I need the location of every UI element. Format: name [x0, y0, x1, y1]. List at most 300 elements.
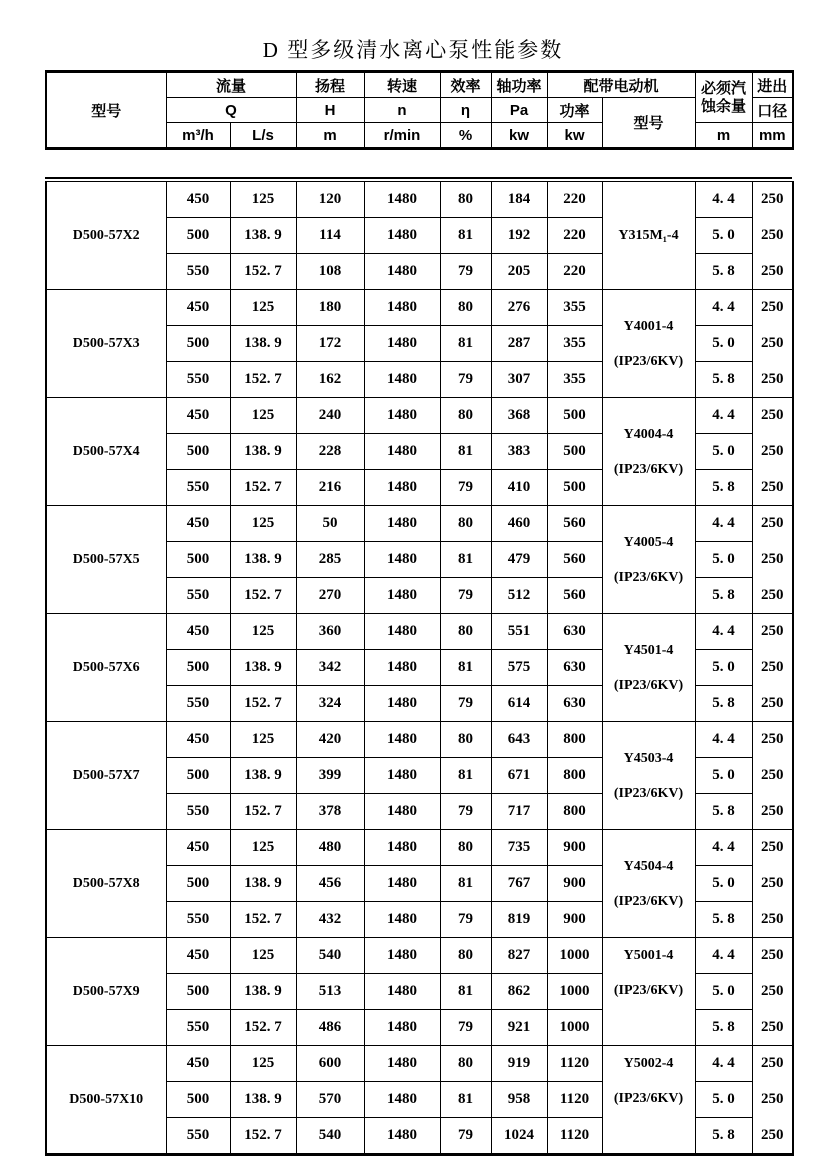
flow-ls-cell: 125 — [230, 614, 296, 650]
head-cell: 50 — [296, 506, 364, 542]
motor-model-line: (IP23/6KV) — [613, 353, 684, 369]
motor-model-line: (IP23/6KV) — [613, 785, 684, 801]
motor-power-cell: 1000 — [547, 1010, 602, 1046]
table-row — [46, 398, 793, 434]
shaft-power-cell: 551 — [491, 614, 547, 650]
efficiency-cell: 80 — [440, 614, 491, 650]
motor-power-cell: 800 — [547, 722, 602, 758]
motor-power-cell: 220 — [547, 182, 602, 218]
port-cell: 250 — [752, 686, 793, 722]
flow-ls-cell: 138. 9 — [230, 866, 296, 902]
npsh-cell: 5. 0 — [695, 1082, 752, 1118]
flow-m3h-cell: 550 — [166, 578, 230, 614]
port-cell: 250 — [752, 434, 793, 470]
efficiency-cell: 79 — [440, 1118, 491, 1155]
efficiency-cell: 80 — [440, 830, 491, 866]
head-cell: 216 — [296, 470, 364, 506]
port-cell: 250 — [752, 614, 793, 650]
motor-power-cell: 1120 — [547, 1082, 602, 1118]
motor-model-cell — [602, 398, 695, 506]
shaft-power-cell: 307 — [491, 362, 547, 398]
header-shaft-power-unit: kw — [491, 123, 547, 149]
head-cell: 162 — [296, 362, 364, 398]
header-motor: 配带电动机 — [547, 72, 695, 98]
motor-power-cell: 560 — [547, 542, 602, 578]
flow-m3h-cell: 500 — [166, 650, 230, 686]
speed-cell: 1480 — [364, 938, 440, 974]
page-title: D 型多级清水离心泵性能参数 — [262, 38, 564, 62]
head-cell: 108 — [296, 254, 364, 290]
speed-cell: 1480 — [364, 470, 440, 506]
efficiency-cell: 80 — [440, 722, 491, 758]
speed-cell: 1480 — [364, 830, 440, 866]
shaft-power-cell: 827 — [491, 938, 547, 974]
flow-ls-cell: 125 — [230, 506, 296, 542]
flow-ls-cell: 125 — [230, 722, 296, 758]
table-row — [46, 290, 793, 326]
port-cell: 250 — [752, 1010, 793, 1046]
shaft-power-cell: 1024 — [491, 1118, 547, 1155]
npsh-cell: 5. 8 — [695, 470, 752, 506]
flow-m3h-cell: 550 — [166, 362, 230, 398]
motor-model-line: (IP23/6KV) — [613, 569, 684, 585]
efficiency-cell: 80 — [440, 1046, 491, 1082]
port-cell: 250 — [752, 254, 793, 290]
flow-ls-cell: 138. 9 — [230, 1082, 296, 1118]
speed-cell: 1480 — [364, 182, 440, 218]
speed-cell: 1480 — [364, 1082, 440, 1118]
header-flow: 流量 — [166, 72, 296, 98]
flow-ls-cell: 138. 9 — [230, 434, 296, 470]
port-cell: 250 — [752, 722, 793, 758]
motor-model-cell — [602, 614, 695, 722]
motor-power-cell: 1000 — [547, 974, 602, 1010]
flow-ls-cell: 138. 9 — [230, 974, 296, 1010]
port-cell: 250 — [752, 902, 793, 938]
speed-cell: 1480 — [364, 614, 440, 650]
efficiency-cell: 79 — [440, 686, 491, 722]
npsh-cell: 5. 8 — [695, 686, 752, 722]
shaft-power-cell: 575 — [491, 650, 547, 686]
header-model: 型号 — [46, 72, 166, 149]
shaft-power-cell: 383 — [491, 434, 547, 470]
efficiency-cell: 81 — [440, 758, 491, 794]
efficiency-cell: 79 — [440, 362, 491, 398]
port-cell: 250 — [752, 866, 793, 902]
npsh-cell: 5. 8 — [695, 254, 752, 290]
flow-m3h-cell: 550 — [166, 1010, 230, 1046]
motor-power-cell: 500 — [547, 398, 602, 434]
shaft-power-cell: 921 — [491, 1010, 547, 1046]
motor-power-cell: 900 — [547, 902, 602, 938]
efficiency-cell: 79 — [440, 1010, 491, 1046]
speed-cell: 1480 — [364, 974, 440, 1010]
npsh-cell: 5. 0 — [695, 650, 752, 686]
port-cell: 250 — [752, 1046, 793, 1082]
npsh-cell: 5. 8 — [695, 578, 752, 614]
shaft-power-cell: 368 — [491, 398, 547, 434]
flow-m3h-cell: 450 — [166, 398, 230, 434]
motor-power-cell: 630 — [547, 686, 602, 722]
flow-ls-cell: 125 — [230, 1046, 296, 1082]
head-cell: 570 — [296, 1082, 364, 1118]
model-cell: D500-57X10 — [46, 1046, 166, 1155]
flow-m3h-cell: 550 — [166, 686, 230, 722]
header-efficiency: 效率 — [440, 72, 491, 98]
flow-m3h-cell: 500 — [166, 542, 230, 578]
npsh-cell: 5. 8 — [695, 362, 752, 398]
port-cell: 250 — [752, 578, 793, 614]
flow-m3h-cell: 500 — [166, 218, 230, 254]
flow-m3h-cell: 500 — [166, 434, 230, 470]
header-port-line1: 进出 — [752, 72, 793, 98]
shaft-power-cell: 862 — [491, 974, 547, 1010]
flow-m3h-cell: 450 — [166, 938, 230, 974]
head-cell: 600 — [296, 1046, 364, 1082]
flow-ls-cell: 152. 7 — [230, 902, 296, 938]
speed-cell: 1480 — [364, 866, 440, 902]
efficiency-cell: 81 — [440, 218, 491, 254]
motor-model-line: Y4004-4 — [623, 426, 674, 442]
header-port-unit: mm — [752, 123, 793, 149]
motor-model-line: Y4005-4 — [623, 534, 674, 550]
flow-ls-cell: 152. 7 — [230, 254, 296, 290]
flow-ls-cell: 152. 7 — [230, 470, 296, 506]
efficiency-cell: 80 — [440, 938, 491, 974]
header-motor-power: 功率 — [547, 98, 602, 123]
flow-m3h-cell: 450 — [166, 614, 230, 650]
head-cell: 456 — [296, 866, 364, 902]
motor-power-cell: 800 — [547, 794, 602, 830]
motor-model-line: Y5002-4 — [623, 1056, 674, 1071]
efficiency-cell: 80 — [440, 290, 491, 326]
motor-power-cell: 355 — [547, 362, 602, 398]
speed-cell: 1480 — [364, 686, 440, 722]
flow-m3h-cell: 550 — [166, 254, 230, 290]
header-shaft-power: 轴功率 — [491, 72, 547, 98]
efficiency-cell: 79 — [440, 794, 491, 830]
shaft-power-cell: 919 — [491, 1046, 547, 1082]
speed-cell: 1480 — [364, 650, 440, 686]
header-npsh — [695, 72, 752, 123]
npsh-cell: 4. 4 — [695, 830, 752, 866]
motor-power-cell: 900 — [547, 830, 602, 866]
model-cell: D500-57X7 — [46, 722, 166, 830]
npsh-cell: 5. 8 — [695, 902, 752, 938]
motor-power-cell: 800 — [547, 758, 602, 794]
flow-ls-cell: 138. 9 — [230, 758, 296, 794]
shaft-power-cell: 671 — [491, 758, 547, 794]
speed-cell: 1480 — [364, 506, 440, 542]
motor-model-line: (IP23/6KV) — [613, 983, 684, 998]
npsh-cell: 5. 8 — [695, 1010, 752, 1046]
motor-model-cell — [602, 290, 695, 398]
npsh-cell: 5. 8 — [695, 794, 752, 830]
port-cell: 250 — [752, 470, 793, 506]
shaft-power-cell: 287 — [491, 326, 547, 362]
motor-model-line: (IP23/6KV) — [613, 677, 684, 693]
npsh-cell: 5. 8 — [695, 1118, 752, 1155]
speed-cell: 1480 — [364, 326, 440, 362]
shaft-power-cell: 512 — [491, 578, 547, 614]
port-cell: 250 — [752, 542, 793, 578]
speed-cell: 1480 — [364, 434, 440, 470]
head-cell: 420 — [296, 722, 364, 758]
flow-ls-cell: 125 — [230, 398, 296, 434]
shaft-power-cell: 958 — [491, 1082, 547, 1118]
shaft-power-cell: 614 — [491, 686, 547, 722]
flow-m3h-cell: 450 — [166, 830, 230, 866]
shaft-power-cell: 767 — [491, 866, 547, 902]
flow-m3h-cell: 500 — [166, 974, 230, 1010]
port-cell: 250 — [752, 794, 793, 830]
header-head-symbol: H — [296, 98, 364, 123]
motor-power-cell: 1120 — [547, 1046, 602, 1082]
flow-ls-cell: 125 — [230, 182, 296, 218]
motor-model-line: (IP23/6KV) — [613, 1091, 684, 1106]
head-cell: 399 — [296, 758, 364, 794]
motor-model-line: Y4504-4 — [623, 858, 674, 874]
speed-cell: 1480 — [364, 578, 440, 614]
port-cell: 250 — [752, 182, 793, 218]
head-cell: 172 — [296, 326, 364, 362]
port-cell: 250 — [752, 758, 793, 794]
speed-cell: 1480 — [364, 902, 440, 938]
flow-m3h-cell: 550 — [166, 902, 230, 938]
flow-m3h-cell: 450 — [166, 1046, 230, 1082]
head-cell: 486 — [296, 1010, 364, 1046]
model-cell: D500-57X3 — [46, 290, 166, 398]
efficiency-cell: 79 — [440, 578, 491, 614]
head-cell: 114 — [296, 218, 364, 254]
head-cell: 228 — [296, 434, 364, 470]
motor-model-cell — [602, 722, 695, 830]
efficiency-cell: 80 — [440, 506, 491, 542]
speed-cell: 1480 — [364, 722, 440, 758]
motor-power-cell: 220 — [547, 254, 602, 290]
motor-model-cell — [602, 830, 695, 938]
table-row — [46, 938, 793, 974]
motor-power-cell: 500 — [547, 434, 602, 470]
flow-m3h-cell: 550 — [166, 794, 230, 830]
flow-ls-cell: 138. 9 — [230, 542, 296, 578]
flow-m3h-cell: 500 — [166, 326, 230, 362]
flow-ls-cell: 138. 9 — [230, 218, 296, 254]
speed-cell: 1480 — [364, 362, 440, 398]
npsh-cell: 4. 4 — [695, 290, 752, 326]
speed-cell: 1480 — [364, 794, 440, 830]
motor-model-line: Y4501-4 — [623, 642, 674, 658]
motor-model-line: Y5001-4 — [623, 948, 674, 963]
shaft-power-cell: 205 — [491, 254, 547, 290]
flow-ls-cell: 125 — [230, 830, 296, 866]
speed-cell: 1480 — [364, 218, 440, 254]
npsh-cell: 4. 4 — [695, 938, 752, 974]
flow-ls-cell: 138. 9 — [230, 326, 296, 362]
table-row — [46, 506, 793, 542]
model-cell: D500-57X6 — [46, 614, 166, 722]
motor-power-cell: 900 — [547, 866, 602, 902]
flow-m3h-cell: 450 — [166, 506, 230, 542]
efficiency-cell: 81 — [440, 326, 491, 362]
data-table — [45, 181, 794, 1156]
motor-power-cell: 355 — [547, 326, 602, 362]
model-cell: D500-57X4 — [46, 398, 166, 506]
head-cell: 480 — [296, 830, 364, 866]
shaft-power-cell: 819 — [491, 902, 547, 938]
header-speed-unit: r/min — [364, 123, 440, 149]
npsh-cell: 5. 0 — [695, 974, 752, 1010]
shaft-power-cell: 410 — [491, 470, 547, 506]
header-speed: 转速 — [364, 72, 440, 98]
head-cell: 180 — [296, 290, 364, 326]
speed-cell: 1480 — [364, 1010, 440, 1046]
motor-model-cell — [602, 506, 695, 614]
table-row — [46, 614, 793, 650]
motor-model-cell — [602, 182, 695, 290]
header-npsh-unit: m — [695, 123, 752, 149]
table-row — [46, 722, 793, 758]
head-cell: 432 — [296, 902, 364, 938]
header-table — [45, 70, 794, 150]
port-cell: 250 — [752, 362, 793, 398]
header-shaft-power-symbol: Pa — [491, 98, 547, 123]
model-cell: D500-57X9 — [46, 938, 166, 1046]
flow-m3h-cell: 450 — [166, 182, 230, 218]
shaft-power-cell: 192 — [491, 218, 547, 254]
flow-m3h-cell: 500 — [166, 758, 230, 794]
flow-m3h-cell: 500 — [166, 1082, 230, 1118]
motor-model-line: Y4503-4 — [623, 750, 674, 766]
npsh-cell: 5. 0 — [695, 326, 752, 362]
npsh-cell: 4. 4 — [695, 722, 752, 758]
shaft-power-cell: 460 — [491, 506, 547, 542]
npsh-cell: 4. 4 — [695, 182, 752, 218]
shaft-power-cell: 717 — [491, 794, 547, 830]
header-npsh-line1: 必须汽 — [701, 79, 747, 97]
motor-model-line: Y315M₁-4 — [618, 228, 679, 243]
port-cell: 250 — [752, 974, 793, 1010]
motor-model-cell — [602, 938, 695, 1046]
head-cell: 120 — [296, 182, 364, 218]
flow-m3h-cell: 450 — [166, 722, 230, 758]
port-cell: 250 — [752, 398, 793, 434]
port-cell: 250 — [752, 326, 793, 362]
efficiency-cell: 81 — [440, 866, 491, 902]
speed-cell: 1480 — [364, 1046, 440, 1082]
model-cell: D500-57X8 — [46, 830, 166, 938]
head-cell: 513 — [296, 974, 364, 1010]
shaft-power-cell: 276 — [491, 290, 547, 326]
header-efficiency-symbol: η — [440, 98, 491, 123]
head-cell: 540 — [296, 938, 364, 974]
shaft-power-cell: 735 — [491, 830, 547, 866]
header-flow-symbol: Q — [166, 98, 296, 123]
efficiency-cell: 79 — [440, 254, 491, 290]
motor-model-line: (IP23/6KV) — [613, 461, 684, 477]
port-cell: 250 — [752, 938, 793, 974]
npsh-cell: 4. 4 — [695, 506, 752, 542]
speed-cell: 1480 — [364, 290, 440, 326]
npsh-cell: 4. 4 — [695, 398, 752, 434]
efficiency-cell: 80 — [440, 398, 491, 434]
motor-power-cell: 560 — [547, 578, 602, 614]
efficiency-cell: 79 — [440, 902, 491, 938]
motor-model-line: (IP23/6KV) — [613, 893, 684, 909]
motor-power-cell: 630 — [547, 614, 602, 650]
motor-power-cell: 1000 — [547, 938, 602, 974]
shaft-power-cell: 184 — [491, 182, 547, 218]
efficiency-cell: 81 — [440, 650, 491, 686]
header-head: 扬程 — [296, 72, 364, 98]
npsh-cell: 5. 0 — [695, 218, 752, 254]
header-efficiency-unit: % — [440, 123, 491, 149]
header-speed-symbol: n — [364, 98, 440, 123]
port-cell: 250 — [752, 650, 793, 686]
npsh-cell: 5. 0 — [695, 542, 752, 578]
head-cell: 378 — [296, 794, 364, 830]
port-cell: 250 — [752, 830, 793, 866]
flow-ls-cell: 152. 7 — [230, 362, 296, 398]
efficiency-cell: 80 — [440, 182, 491, 218]
head-cell: 540 — [296, 1118, 364, 1155]
model-cell: D500-57X5 — [46, 506, 166, 614]
flow-ls-cell: 152. 7 — [230, 794, 296, 830]
motor-power-cell: 220 — [547, 218, 602, 254]
npsh-cell: 4. 4 — [695, 614, 752, 650]
efficiency-cell: 81 — [440, 1082, 491, 1118]
shaft-power-cell: 643 — [491, 722, 547, 758]
efficiency-cell: 81 — [440, 974, 491, 1010]
model-cell: D500-57X2 — [46, 182, 166, 290]
flow-ls-cell: 152. 7 — [230, 1118, 296, 1155]
efficiency-cell: 79 — [440, 470, 491, 506]
flow-ls-cell: 152. 7 — [230, 1010, 296, 1046]
flow-m3h-cell: 550 — [166, 470, 230, 506]
head-cell: 324 — [296, 686, 364, 722]
header-motor-power-unit: kw — [547, 123, 602, 149]
motor-power-cell: 560 — [547, 506, 602, 542]
flow-m3h-cell: 550 — [166, 1118, 230, 1155]
flow-ls-cell: 138. 9 — [230, 650, 296, 686]
motor-power-cell: 500 — [547, 470, 602, 506]
head-cell: 360 — [296, 614, 364, 650]
header-flow-unit-ls: L/s — [230, 123, 296, 149]
port-cell: 250 — [752, 290, 793, 326]
port-cell: 250 — [752, 1118, 793, 1155]
table-row — [46, 1046, 793, 1082]
efficiency-cell: 81 — [440, 542, 491, 578]
speed-cell: 1480 — [364, 254, 440, 290]
head-cell: 285 — [296, 542, 364, 578]
npsh-cell: 4. 4 — [695, 1046, 752, 1082]
table-body-block — [45, 177, 792, 1156]
port-cell: 250 — [752, 506, 793, 542]
head-cell: 270 — [296, 578, 364, 614]
port-cell: 250 — [752, 218, 793, 254]
speed-cell: 1480 — [364, 542, 440, 578]
npsh-cell: 5. 0 — [695, 866, 752, 902]
table-header-block — [45, 70, 794, 150]
table-row — [46, 182, 793, 218]
flow-ls-cell: 125 — [230, 290, 296, 326]
flow-m3h-cell: 500 — [166, 866, 230, 902]
motor-power-cell: 1120 — [547, 1118, 602, 1155]
header-motor-model: 型号 — [602, 98, 695, 149]
table-row — [46, 830, 793, 866]
flow-ls-cell: 152. 7 — [230, 686, 296, 722]
speed-cell: 1480 — [364, 398, 440, 434]
